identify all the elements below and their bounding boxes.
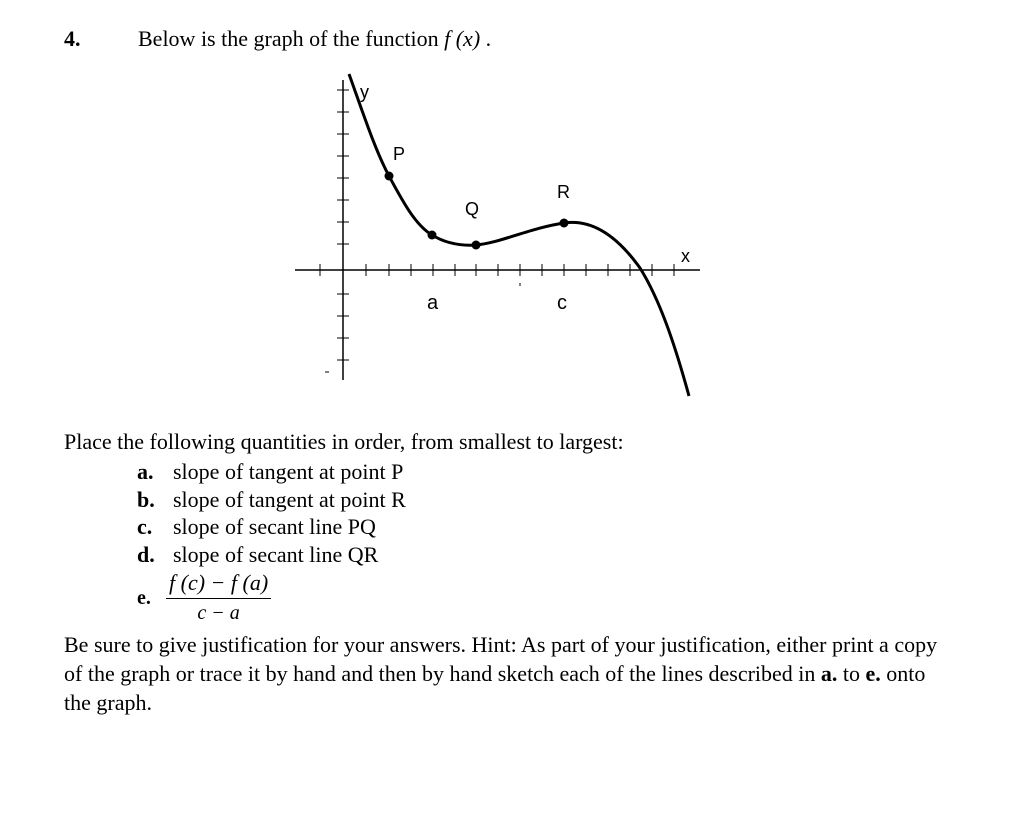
stem-suffix: . — [480, 26, 492, 51]
y-axis-label: y — [360, 82, 369, 102]
item-label: b. — [137, 487, 155, 512]
label-p: P — [393, 144, 406, 164]
tick-label-a: a — [427, 292, 439, 314]
point-r — [560, 219, 569, 228]
label-r: R — [557, 182, 570, 202]
hint-bold-a: a. — [820, 661, 838, 686]
point-p — [385, 172, 394, 181]
item-text: slope of secant line QR — [173, 542, 379, 567]
fraction-denominator: c − a — [197, 602, 240, 624]
label-q: Q — [465, 199, 480, 219]
hint-bold-e: e. — [865, 661, 881, 686]
item-text: slope of secant line PQ — [173, 514, 376, 539]
fraction-numerator: f (c) − f (a) — [166, 570, 271, 599]
instruction-prompt: Place the following quantities in order, from smallest to largest: — [64, 429, 624, 454]
point-q — [472, 241, 481, 250]
list-item — [137, 459, 403, 485]
hint-part3: onto the graph. — [64, 661, 926, 715]
tick-label-c: c — [557, 292, 567, 314]
stem-function: f (x) — [444, 26, 481, 51]
item-label: a. — [137, 459, 154, 484]
question-number: 4. — [64, 26, 81, 51]
list-item — [137, 542, 378, 568]
question-stem — [138, 26, 491, 52]
item-text: slope of tangent at point P — [173, 459, 404, 484]
function-graph — [270, 60, 730, 410]
item-label: c. — [137, 514, 153, 539]
hint-paragraph — [64, 630, 944, 717]
hint-part1: Be sure to give justification for your answers. Hint: As part of your justification, either print a copy of the graph or trace it by hand and then by hand sketch each of the lines described in — [64, 632, 938, 686]
item-text: slope of tangent at point R — [173, 487, 406, 512]
stem-prefix: Below is the graph of the function — [138, 26, 445, 51]
list-item — [137, 487, 406, 513]
function-curve — [349, 74, 689, 396]
item-label: d. — [137, 542, 155, 567]
list-item — [137, 514, 376, 540]
hint-part2: to — [837, 661, 866, 686]
x-axis-label: x — [681, 246, 690, 266]
difference-quotient — [166, 570, 271, 625]
item-e-label: e. — [137, 587, 151, 609]
point-a-on-curve — [428, 231, 437, 240]
